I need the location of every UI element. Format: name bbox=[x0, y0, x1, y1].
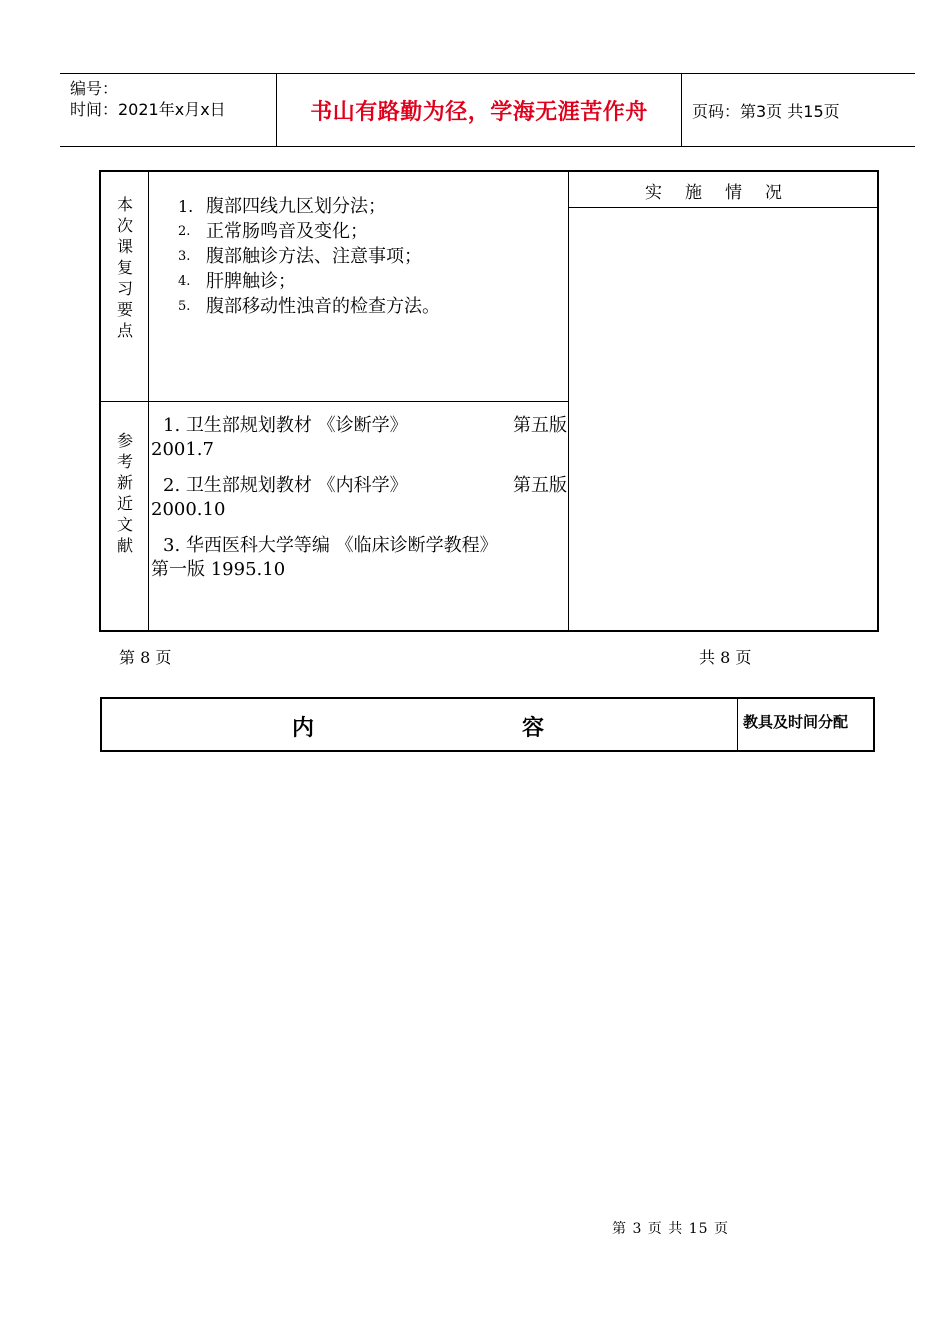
impl-title-divider bbox=[568, 207, 879, 208]
list-item: 3. 华西医科大学等编 《临床诊断学教程》 第一版 1995.10 bbox=[151, 535, 498, 580]
column-divider-2 bbox=[568, 172, 569, 630]
review-points-list bbox=[178, 194, 440, 319]
document-header bbox=[60, 73, 915, 147]
inner-page-total: 共 8 页 bbox=[699, 648, 752, 667]
time-label: 时间：2021年x月x日 bbox=[70, 100, 226, 119]
list-item: 5. 腹部移动性浊音的检查方法。 bbox=[178, 296, 440, 317]
implementation-title: 实施情况 bbox=[645, 183, 805, 203]
content-column-header: 内 容 bbox=[102, 699, 738, 750]
lesson-table bbox=[99, 170, 879, 632]
list-item: 2. 正常肠鸣音及变化； bbox=[178, 221, 368, 242]
references-label: 参 考 新 近 文 献 bbox=[116, 431, 133, 555]
content-header-table bbox=[100, 697, 875, 752]
list-item: 3. 腹部触诊方法、注意事项； bbox=[178, 246, 422, 267]
page-footer: 第 3 页 共 15 页 bbox=[612, 1221, 729, 1237]
references-list bbox=[151, 414, 567, 594]
row-divider bbox=[101, 401, 568, 402]
header-meta bbox=[60, 74, 277, 146]
list-item: 2. 卫生部规划教材 《内科学》 第五版 2000.10 bbox=[151, 475, 567, 520]
header-motto: 书山有路勤为径，学海无涯苦作舟 bbox=[277, 74, 682, 146]
list-item: 1. 卫生部规划教材 《诊断学》 第五版 2001.7 bbox=[151, 415, 567, 460]
tools-time-column-header: 教具及时间分配 bbox=[743, 713, 849, 731]
inner-page-number: 第 8 页 bbox=[119, 648, 172, 667]
header-page-info: 页码：第3页 共15页 bbox=[692, 101, 840, 121]
list-item: 4. 肝脾触诊； bbox=[178, 271, 296, 292]
review-label: 本 次 课 复 习 要 点 bbox=[116, 195, 133, 340]
list-item: 1. 腹部四线九区划分法； bbox=[178, 196, 386, 217]
serial-label: 编号： bbox=[70, 79, 119, 98]
